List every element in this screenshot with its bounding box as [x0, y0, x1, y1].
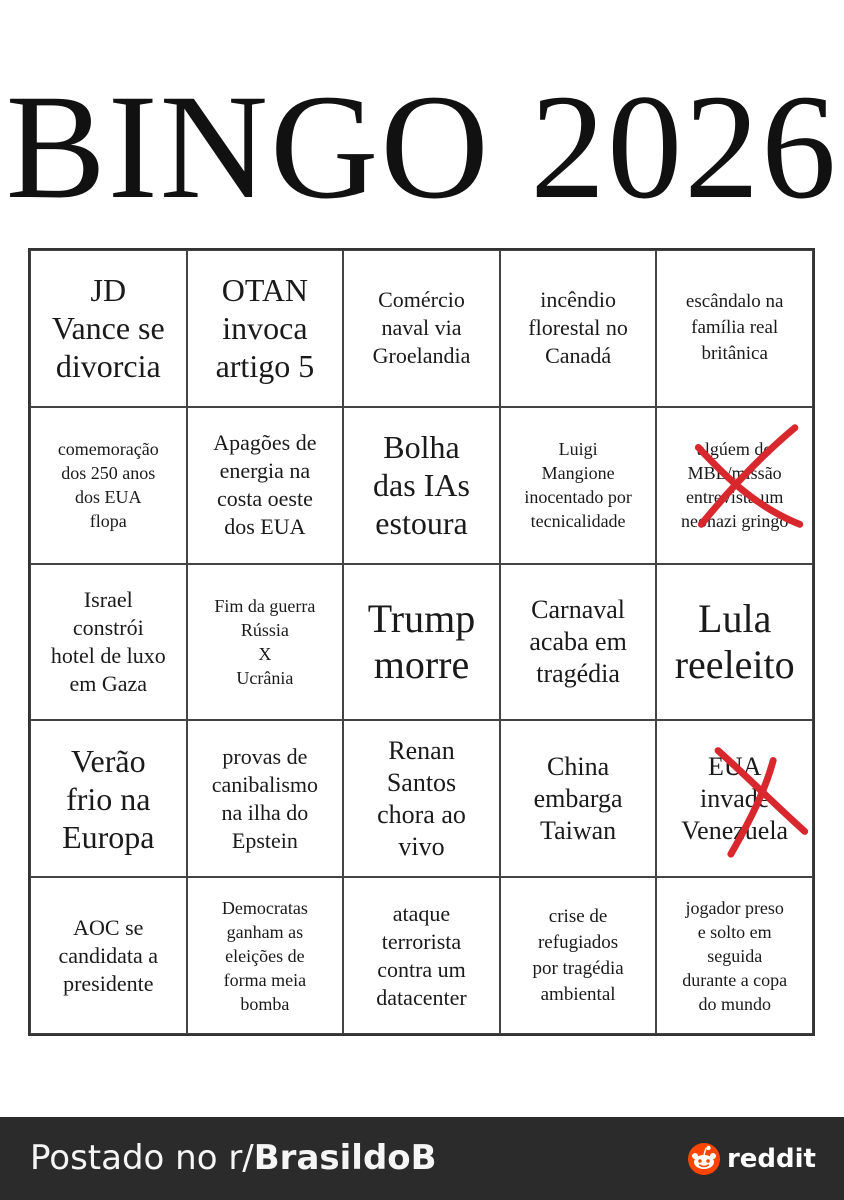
bingo-cell — [30, 720, 187, 877]
bingo-cell — [656, 877, 813, 1034]
bingo-cell — [187, 877, 344, 1034]
cell-text: Carnaval acaba em tragédia — [529, 594, 627, 688]
cell-text: Comércio naval via Groelandia — [372, 287, 471, 369]
bingo-cell — [500, 720, 657, 877]
bingo-cell — [500, 564, 657, 721]
cell-text: Democratas ganham as eleições de forma meia bomba — [221, 897, 308, 1014]
cell-text: Apagões de energia na costa oeste dos EUA — [213, 430, 317, 540]
cell-text: Israel constrói hotel de luxo em Gaza — [50, 586, 166, 696]
posted-prefix: Postado no r/ — [30, 1138, 254, 1178]
bingo-cell — [187, 407, 344, 564]
cell-text: AOC se candidata a presidente — [58, 914, 159, 996]
cell-text: China embarga Taiwan — [533, 751, 623, 845]
cell-text: Renan Santos chora ao vivo — [377, 735, 466, 861]
cell-text: incêndio florestal no Canadá — [528, 287, 628, 369]
cell-text: jogador preso e solto em seguida durante a copa do mundo — [682, 897, 788, 1014]
page-title: BINGO 2026 — [5, 64, 839, 230]
cell-text: Fim da guerra Rússia X Ucrânia — [214, 595, 316, 688]
reddit-snoo-icon — [687, 1142, 721, 1176]
cell-text: ataque terrorista contra um datacenter — [376, 900, 467, 1010]
bingo-cell — [656, 250, 813, 407]
bingo-cell-marked — [656, 407, 813, 564]
bingo-cell — [30, 877, 187, 1034]
bingo-cell — [343, 877, 500, 1034]
cell-text: Bolha das IAs estoura — [373, 429, 470, 542]
cell-text: Lula reeleito — [674, 595, 795, 687]
bingo-cell — [30, 250, 187, 407]
cell-text: JD Vance se divorcia — [51, 272, 165, 385]
cell-text: OTAN invoca artigo 5 — [215, 272, 315, 385]
bingo-cell-marked — [656, 720, 813, 877]
bingo-cell — [187, 250, 344, 407]
cell-text: Luigi Mangione inocentado por tecnicalidade — [524, 439, 632, 532]
footer-bar — [0, 1117, 844, 1200]
bingo-cell — [343, 407, 500, 564]
bingo-cell — [656, 564, 813, 721]
bingo-cell — [500, 407, 657, 564]
reddit-logo[interactable] — [687, 1117, 816, 1200]
cell-text: provas de canibalismo na ilha do Epstein — [211, 743, 319, 853]
bingo-cell — [343, 720, 500, 877]
cell-text: crise de refugiados por tragédia ambiental — [532, 905, 624, 1005]
bingo-cell — [187, 720, 344, 877]
subreddit-name[interactable]: BrasildoB — [253, 1138, 437, 1178]
posted-in-caption — [30, 1117, 437, 1200]
cell-text: algúem do MBL/missão entrevista um neonazi gringo — [680, 439, 789, 532]
bingo-cell — [30, 407, 187, 564]
bingo-cell — [187, 564, 344, 721]
bingo-cell — [500, 877, 657, 1034]
bingo-cell — [30, 564, 187, 721]
cell-text: comemoração dos 250 anos dos EUA flopa — [57, 439, 159, 532]
cell-text: EUA invade Venezuela — [681, 751, 789, 845]
bingo-cell — [500, 250, 657, 407]
cell-text: Verão frio na Europa — [62, 742, 155, 855]
cell-text: escândalo na família real britânica — [685, 291, 784, 365]
cell-text: Trump morre — [367, 595, 476, 687]
bingo-cell — [343, 564, 500, 721]
bingo-board — [28, 248, 815, 1036]
reddit-wordmark: reddit — [726, 1143, 816, 1174]
bingo-cell — [343, 250, 500, 407]
